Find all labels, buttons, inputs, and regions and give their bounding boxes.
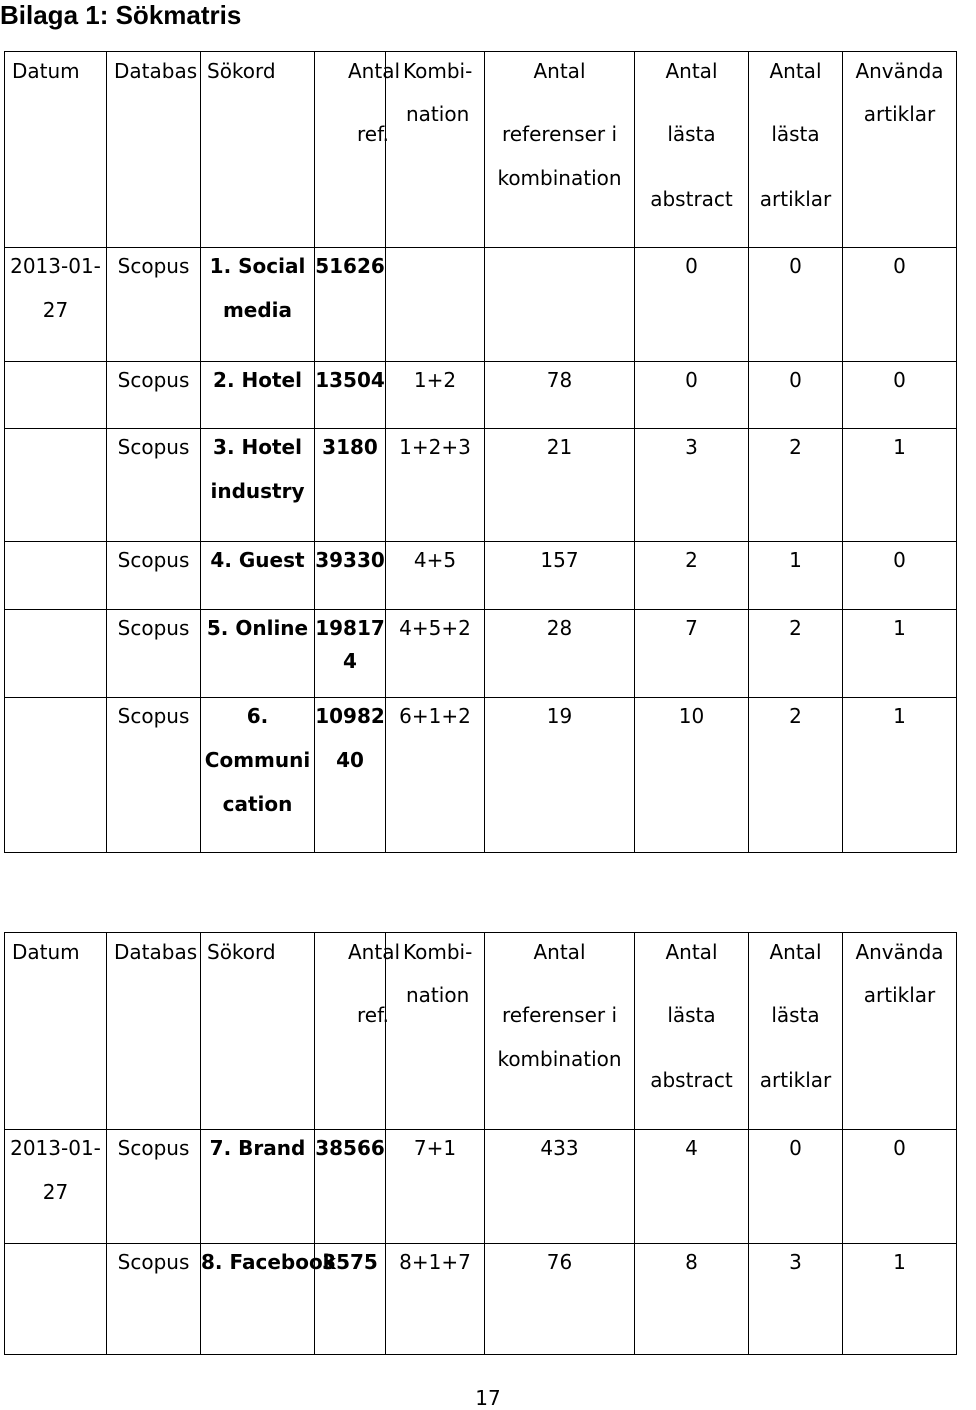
header-sokord — [201, 933, 315, 1130]
header-text: Kombi- — [403, 940, 473, 964]
cell-lasta-abstract — [635, 362, 749, 429]
cell-text: 19 — [546, 704, 573, 728]
cell-text: 157 — [540, 548, 579, 572]
table-row — [5, 429, 957, 542]
header-antal-ref — [315, 52, 401, 248]
header-databas — [107, 52, 201, 248]
header-antal-referenser — [485, 933, 635, 1130]
header-text: lästa — [771, 122, 820, 146]
cell-databas — [107, 542, 201, 610]
search-matrix-table — [4, 51, 957, 853]
cell-antal-ref — [315, 429, 386, 542]
cell-anvanda-artiklar — [843, 1244, 957, 1355]
header-text: Datum — [12, 940, 80, 964]
header-text: Antal — [533, 59, 586, 83]
cell-text: 1 — [789, 548, 802, 572]
header-text: Databas — [114, 940, 198, 964]
cell-text: 10 — [678, 704, 705, 728]
cell-text: Scopus — [117, 616, 190, 640]
cell-antal-ref — [315, 362, 386, 429]
cell-anvanda-artiklar — [843, 429, 957, 542]
page-number: 17 — [475, 1386, 501, 1410]
cell-datum — [5, 1244, 107, 1355]
header-lasta-artiklar — [749, 52, 843, 248]
cell-anvanda-artiklar — [843, 542, 957, 610]
cell-text: 2 — [789, 704, 802, 728]
cell-antal-referenser — [485, 542, 635, 610]
header-text: Använda — [855, 59, 944, 83]
header-lasta-abstract — [635, 933, 749, 1130]
cell-text: 4+5 — [413, 548, 457, 572]
table-row — [5, 362, 957, 429]
header-text: kombination — [497, 166, 622, 190]
cell-text: 4. Guest — [210, 548, 305, 572]
cell-kombination — [386, 610, 485, 698]
header-databas — [107, 933, 201, 1130]
cell-text: 1. Social — [209, 254, 306, 278]
table-row — [5, 1130, 957, 1244]
table-header-row — [5, 933, 957, 1130]
cell-text: 2. Hotel — [213, 368, 302, 392]
header-text: ref. — [357, 122, 390, 146]
cell-lasta-abstract — [635, 1244, 749, 1355]
cell-text: 4 — [343, 649, 357, 673]
header-text: artiklar — [759, 187, 832, 211]
cell-text: 5. Online — [206, 616, 309, 640]
cell-text: Communi — [204, 748, 311, 772]
header-antal-ref — [315, 933, 401, 1130]
cell-text: 1 — [893, 1250, 906, 1274]
table-row — [5, 698, 957, 853]
cell-databas — [107, 429, 201, 542]
cell-lasta-abstract — [635, 248, 749, 362]
cell-text: 0 — [789, 368, 802, 392]
cell-kombination — [386, 698, 485, 853]
header-text: artiklar — [863, 102, 936, 126]
cell-text: 6+1+2 — [399, 704, 471, 728]
cell-text: 0 — [893, 1136, 906, 1160]
table-header-row — [5, 52, 957, 248]
header-anvanda-artiklar — [843, 52, 957, 248]
header-kombination — [386, 52, 485, 248]
cell-antal-ref — [315, 1244, 386, 1355]
header-text: artiklar — [863, 983, 936, 1007]
header-sokord — [201, 52, 315, 248]
cell-text: 2013-01- — [10, 254, 101, 278]
cell-sokord — [201, 698, 315, 853]
header-text: abstract — [650, 187, 733, 211]
table-row — [5, 1244, 957, 1355]
cell-text: Scopus — [117, 435, 190, 459]
cell-text: 6. — [246, 704, 269, 728]
cell-datum — [5, 362, 107, 429]
header-anvanda-artiklar — [843, 933, 957, 1130]
cell-sokord — [201, 610, 315, 698]
header-text: Kombi- — [403, 59, 473, 83]
cell-text: 0 — [893, 548, 906, 572]
header-antal-referenser — [485, 52, 635, 248]
header-text: abstract — [650, 1068, 733, 1092]
cell-lasta-abstract — [635, 610, 749, 698]
header-text: Antal — [533, 940, 586, 964]
header-text: Datum — [12, 59, 80, 83]
header-text: Antal — [769, 59, 822, 83]
cell-text: 4+5+2 — [399, 616, 471, 640]
cell-text: 3180 — [322, 435, 378, 459]
cell-antal-ref — [315, 542, 386, 610]
cell-text: 2013-01- — [10, 1136, 101, 1160]
cell-text: 2 — [789, 435, 802, 459]
cell-text: 40 — [336, 748, 364, 772]
cell-text: 21 — [546, 435, 573, 459]
search-matrix-table — [4, 932, 957, 1355]
cell-text: 8 — [685, 1250, 698, 1274]
cell-text: 1 — [893, 704, 906, 728]
cell-datum — [5, 1130, 107, 1244]
cell-antal-referenser — [485, 429, 635, 542]
header-text: Antal — [769, 940, 822, 964]
cell-antal-referenser — [485, 248, 635, 362]
cell-antal-ref — [315, 698, 386, 853]
table-row — [5, 610, 957, 698]
cell-lasta-artiklar — [749, 1244, 843, 1355]
cell-antal-referenser — [485, 610, 635, 698]
cell-sokord — [201, 542, 315, 610]
header-text: kombination — [497, 1047, 622, 1071]
page-title: Bilaga 1: Sökmatris — [0, 0, 242, 30]
cell-text: 19817 — [315, 616, 385, 640]
header-text: Sökord — [207, 59, 276, 83]
cell-text: 27 — [42, 298, 69, 322]
cell-text: Scopus — [117, 1250, 190, 1274]
header-text: lästa — [667, 1003, 716, 1027]
cell-text: 0 — [685, 368, 698, 392]
header-text: lästa — [667, 122, 716, 146]
cell-sokord — [201, 1130, 315, 1244]
cell-text: 7. Brand — [209, 1136, 306, 1160]
cell-datum — [5, 542, 107, 610]
cell-text: 3 — [685, 435, 698, 459]
cell-text: 433 — [540, 1136, 579, 1160]
cell-text: 0 — [893, 254, 906, 278]
cell-text: 1+2+3 — [399, 435, 471, 459]
cell-text: 0 — [685, 254, 698, 278]
cell-text: 0 — [789, 254, 802, 278]
header-text: artiklar — [759, 1068, 832, 1092]
header-lasta-abstract — [635, 52, 749, 248]
header-datum — [5, 933, 107, 1130]
cell-lasta-artiklar — [749, 610, 843, 698]
cell-lasta-artiklar — [749, 248, 843, 362]
header-text: Sökord — [207, 940, 276, 964]
cell-text: 3. Hotel — [213, 435, 302, 459]
cell-databas — [107, 1244, 201, 1355]
cell-antal-referenser — [485, 1244, 635, 1355]
cell-sokord — [201, 429, 315, 542]
cell-text: Scopus — [117, 704, 190, 728]
cell-lasta-abstract — [635, 542, 749, 610]
cell-lasta-abstract — [635, 698, 749, 853]
cell-text: 3 — [789, 1250, 802, 1274]
cell-antal-ref — [315, 1130, 386, 1244]
table-row — [5, 248, 957, 362]
cell-lasta-artiklar — [749, 362, 843, 429]
cell-kombination — [386, 248, 485, 362]
cell-sokord — [201, 248, 315, 362]
cell-text: 7 — [685, 616, 698, 640]
cell-text: 2 — [789, 616, 802, 640]
cell-lasta-artiklar — [749, 1130, 843, 1244]
cell-text: 8+1+7 — [399, 1250, 471, 1274]
cell-anvanda-artiklar — [843, 1130, 957, 1244]
cell-anvanda-artiklar — [843, 362, 957, 429]
cell-text: industry — [210, 479, 305, 503]
cell-text: 3575 — [322, 1250, 378, 1274]
cell-anvanda-artiklar — [843, 248, 957, 362]
cell-text: 76 — [546, 1250, 573, 1274]
header-kombination — [386, 933, 485, 1130]
cell-datum — [5, 248, 107, 362]
cell-databas — [107, 1130, 201, 1244]
cell-text: 28 — [546, 616, 573, 640]
cell-lasta-artiklar — [749, 542, 843, 610]
cell-text: Scopus — [117, 254, 190, 278]
cell-text: Scopus — [117, 368, 190, 392]
cell-kombination — [386, 1244, 485, 1355]
header-text: Antal — [348, 59, 401, 83]
cell-lasta-abstract — [635, 1130, 749, 1244]
header-text: Antal — [665, 940, 718, 964]
cell-anvanda-artiklar — [843, 698, 957, 853]
header-text: nation — [406, 102, 470, 126]
cell-text: 78 — [546, 368, 573, 392]
cell-text: Scopus — [117, 548, 190, 572]
cell-antal-ref — [315, 610, 386, 698]
cell-databas — [107, 698, 201, 853]
cell-text: 7+1 — [413, 1136, 457, 1160]
cell-text: cation — [222, 792, 293, 816]
header-text: referenser i — [501, 1003, 618, 1027]
cell-text: 1 — [893, 616, 906, 640]
cell-datum — [5, 698, 107, 853]
cell-kombination — [386, 542, 485, 610]
cell-lasta-artiklar — [749, 429, 843, 542]
cell-kombination — [386, 1130, 485, 1244]
cell-databas — [107, 362, 201, 429]
cell-text: 13504 — [315, 368, 385, 392]
header-text: Antal — [348, 940, 401, 964]
cell-lasta-artiklar — [749, 698, 843, 853]
cell-antal-referenser — [485, 698, 635, 853]
header-text: Använda — [855, 940, 944, 964]
cell-text: 4 — [685, 1136, 698, 1160]
cell-text: media — [222, 298, 293, 322]
cell-kombination — [386, 429, 485, 542]
cell-text: 0 — [893, 368, 906, 392]
cell-antal-referenser — [485, 362, 635, 429]
cell-sokord — [201, 1244, 336, 1355]
cell-text: Scopus — [117, 1136, 190, 1160]
cell-antal-referenser — [485, 1130, 635, 1244]
cell-datum — [5, 610, 107, 698]
header-text: ref. — [357, 1003, 390, 1027]
cell-datum — [5, 429, 107, 542]
cell-text: 2 — [685, 548, 698, 572]
header-text: lästa — [771, 1003, 820, 1027]
table-row — [5, 542, 957, 610]
cell-text: 0 — [789, 1136, 802, 1160]
cell-text: 51626 — [315, 254, 385, 278]
cell-antal-ref — [315, 248, 386, 362]
cell-text: 27 — [42, 1180, 69, 1204]
cell-lasta-abstract — [635, 429, 749, 542]
cell-text: 1 — [893, 435, 906, 459]
cell-text: 1+2 — [413, 368, 457, 392]
cell-text: 8. Facebook — [201, 1250, 336, 1274]
cell-sokord — [201, 362, 315, 429]
cell-text: 38566 — [315, 1136, 385, 1160]
cell-databas — [107, 248, 201, 362]
cell-anvanda-artiklar — [843, 610, 957, 698]
header-datum — [5, 52, 107, 248]
header-text: nation — [406, 983, 470, 1007]
cell-text: 39330 — [315, 548, 385, 572]
cell-kombination — [386, 362, 485, 429]
header-lasta-artiklar — [749, 933, 843, 1130]
cell-text: 10982 — [315, 704, 385, 728]
header-text: Antal — [665, 59, 718, 83]
header-text: Databas — [114, 59, 198, 83]
header-text: referenser i — [501, 122, 618, 146]
cell-databas — [107, 610, 201, 698]
